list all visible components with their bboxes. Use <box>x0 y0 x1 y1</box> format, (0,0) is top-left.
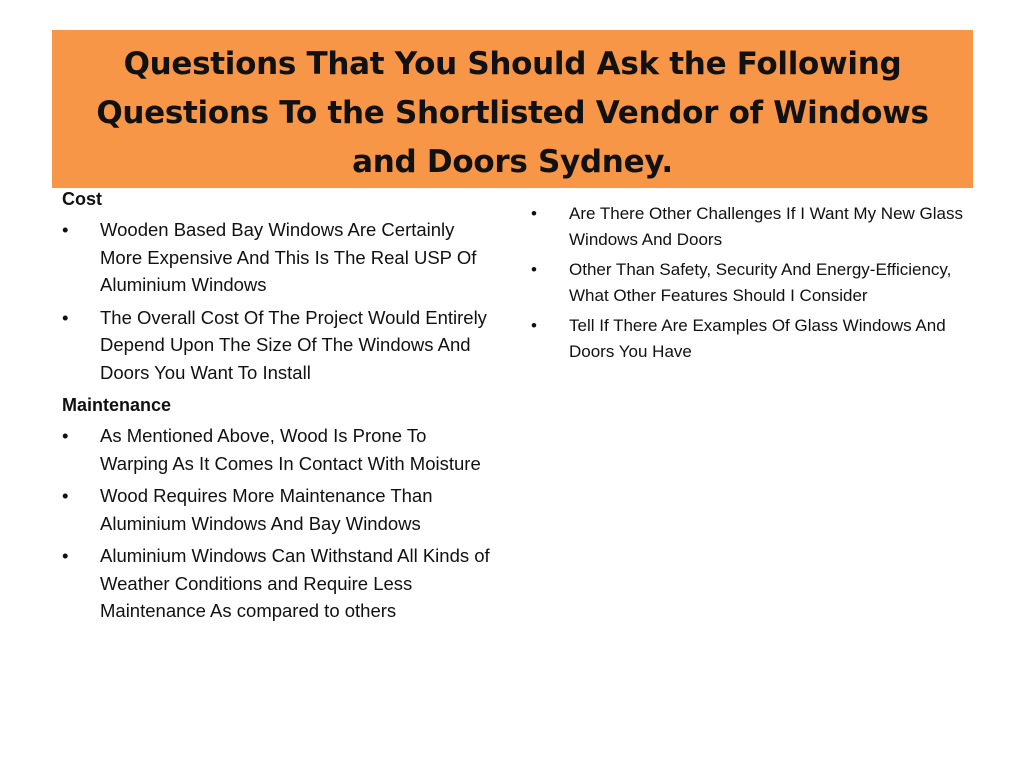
list-item-text: Wooden Based Bay Windows Are Certainly More Expensive And This Is The Real USP Of Aluminium Windows <box>100 219 477 295</box>
right-column <box>531 201 971 370</box>
maintenance-list <box>62 422 494 625</box>
cost-list <box>62 216 494 386</box>
list-item <box>62 422 494 477</box>
list-item <box>62 216 494 299</box>
questions-list <box>531 201 971 364</box>
list-item <box>531 257 971 308</box>
list-item <box>531 201 971 252</box>
title-banner <box>52 30 973 188</box>
bullet-icon: • <box>62 425 69 446</box>
maintenance-heading: Maintenance <box>62 395 172 415</box>
list-item <box>531 313 971 364</box>
slide-title: Questions That You Should Ask the Following Questions To the Shortlisted Vendor of Windows and Doors Sydney. <box>96 46 929 180</box>
left-column <box>62 186 494 631</box>
cost-heading: Cost <box>62 189 102 209</box>
list-item <box>62 482 494 537</box>
list-item-text: Are There Other Challenges If I Want My New Glass Windows And Doors <box>569 204 963 249</box>
list-item <box>62 542 494 625</box>
list-item-text: Wood Requires More Maintenance Than Aluminium Windows And Bay Windows <box>100 485 433 534</box>
list-item-text: Other Than Safety, Security And Energy-Efficiency, What Other Features Should I Consider <box>569 260 952 305</box>
bullet-icon: • <box>62 306 69 328</box>
list-item-text: Aluminium Windows Can Withstand All Kinds of Weather Conditions and Require Less Maintenance As compared to others <box>100 545 490 621</box>
bullet-icon: • <box>62 545 69 566</box>
bullet-icon: • <box>62 485 69 506</box>
bullet-icon: • <box>531 316 537 335</box>
list-item-text: Tell If There Are Examples Of Glass Windows And Doors You Have <box>569 316 946 361</box>
bullet-icon: • <box>62 219 69 240</box>
list-item <box>62 304 494 387</box>
bullet-icon: • <box>531 204 537 223</box>
list-item-text: As Mentioned Above, Wood Is Prone To Warping As It Comes In Contact With Moisture <box>100 425 481 474</box>
bullet-icon: • <box>531 260 537 279</box>
list-item-text: The Overall Cost Of The Project Would Entirely Depend Upon The Size Of The Windows And Doors You Want To Install <box>100 306 487 383</box>
